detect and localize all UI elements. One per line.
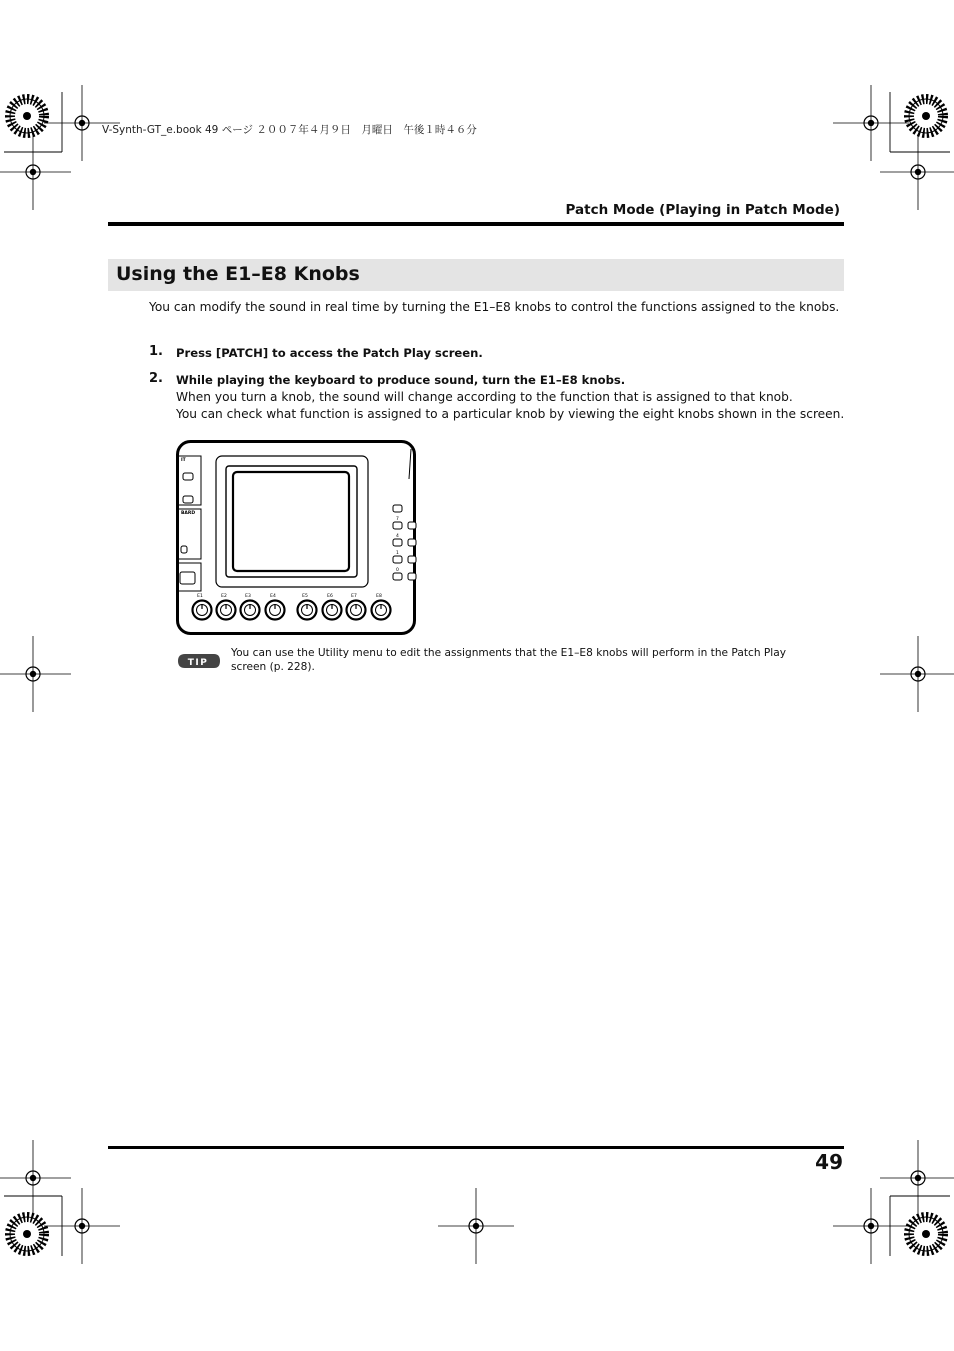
print-header: V-Synth-GT_e.book 49 ページ ２００７年４月９日 月曜日 午後１時４６分 xyxy=(102,124,477,136)
step-number: 2. xyxy=(149,371,163,386)
knob-label: E8 xyxy=(376,594,382,599)
keypad-label: 4 xyxy=(396,534,399,539)
knob-label: E4 xyxy=(270,594,276,599)
footer-rule xyxy=(108,1146,844,1149)
keypad-label: 7 xyxy=(396,517,399,522)
knob-label: E1 xyxy=(197,594,203,599)
step-body-line: You can check what function is assigned to a particular knob by viewing the eight knobs shown in the screen. xyxy=(176,407,845,421)
tip-badge-icon xyxy=(176,652,222,670)
panel-label: IT xyxy=(181,458,186,463)
tip-badge-label: TIP xyxy=(187,658,209,668)
lcd-screen xyxy=(216,456,368,587)
left-button-cluster xyxy=(179,456,201,591)
intro-paragraph: You can modify the sound in real time by turning the E1–E8 knobs to control the functions assigned to the knobs. xyxy=(149,300,840,314)
step-body-line: When you turn a knob, the sound will change according to the function that is assigned to that knob. xyxy=(176,390,793,404)
knob-label: E6 xyxy=(327,594,333,599)
knob-label: E7 xyxy=(351,594,357,599)
header-rule xyxy=(108,222,844,226)
tip-text: You can use the Utility menu to edit the assignments that the E1–E8 knobs will perform in the Patch Play screen (p. 228). xyxy=(231,647,786,673)
panel-label: BARD xyxy=(181,511,196,516)
keypad-label: 1 xyxy=(396,551,399,556)
section-title: Using the E1–E8 Knobs xyxy=(116,263,360,285)
knob-label: E3 xyxy=(245,594,251,599)
knob-label: E2 xyxy=(221,594,227,599)
knob-panel-illustration xyxy=(175,439,420,639)
step-text: Press [PATCH] to access the Patch Play screen. xyxy=(176,346,483,360)
step-number: 1. xyxy=(149,344,163,359)
page-number: 49 xyxy=(815,1150,843,1174)
knob-label: E5 xyxy=(302,594,308,599)
step-text: While playing the keyboard to produce sound, turn the E1–E8 knobs. xyxy=(176,373,626,387)
running-head: Patch Mode (Playing in Patch Mode) xyxy=(565,202,840,218)
keypad-label: 0 xyxy=(396,568,399,573)
